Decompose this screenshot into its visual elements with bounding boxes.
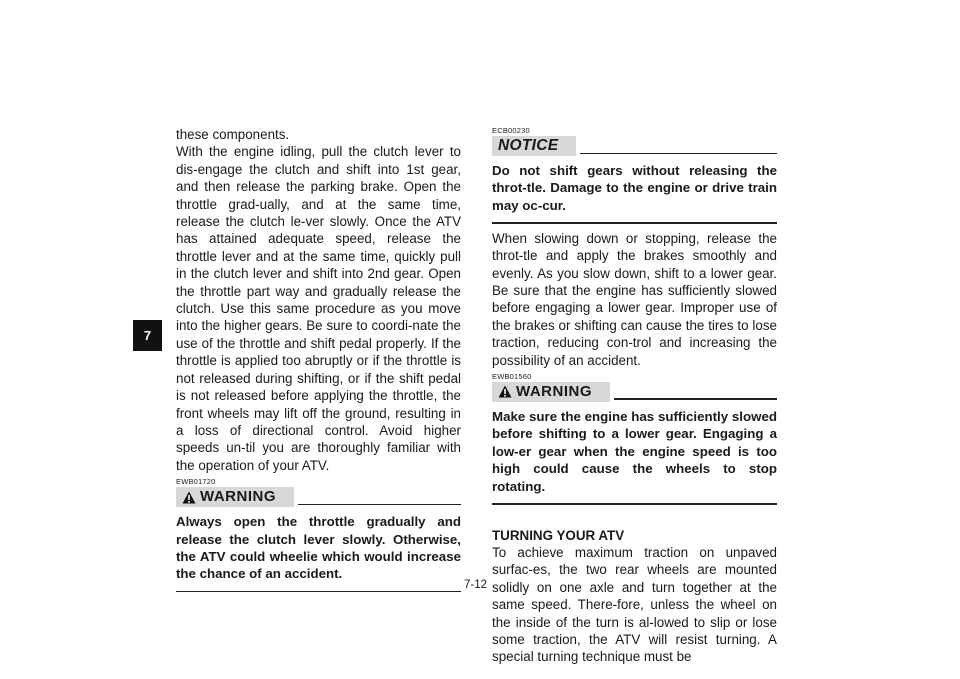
- right-paragraph-turning: To achieve maximum traction on unpaved surfac-es, the two rear wheels are mounted solidly on one axle and turn together at the same speed. There-fore, unless the wheel on the inside of the turn is al-lowed to slip or lose some traction, the ATV will resist turning. A special turning technique must be: [492, 544, 777, 665]
- notice-label: NOTICE: [498, 137, 559, 155]
- right-paragraph-slowing: When slowing down or stopping, release the throt-tle and apply the brakes smoothly and evenly. As you slow down, shift to a lower gear. Be sure that the engine has sufficiently slowed before engaging a lower gear. Improper use of the brakes or shifting can cause the tires to lose traction, reducing con-trol and increasing the possibility of an accident.: [492, 230, 777, 368]
- section-heading-turning: TURNING YOUR ATV: [492, 527, 625, 543]
- warning-code-right: EWB01560: [492, 371, 532, 381]
- warning-triangle-icon: [182, 491, 196, 504]
- notice-text: Do not shift gears without releasing the throt-tle. Damage to the engine or drive train may oc-cur.: [492, 163, 777, 213]
- warning-header: [176, 487, 461, 507]
- warning-code: EWB01720: [176, 477, 216, 487]
- notice-label-box: [492, 136, 576, 156]
- left-paragraph-intro: these components.: [176, 127, 290, 142]
- warning-text: Always open the throttle gradually and release the clutch lever slowly. Otherwise, the ATV could wheelie which would increase the chance of an accident.: [176, 514, 461, 582]
- warning-bottom-rule: [176, 591, 461, 593]
- chapter-tab[interactable]: 7: [133, 320, 162, 351]
- notice-header: [492, 136, 777, 156]
- warning-header-rule: [298, 504, 461, 506]
- warning-label-box-right: [492, 382, 610, 402]
- notice-code: ECB00230: [492, 126, 530, 135]
- warning-header-right: [492, 382, 777, 402]
- warning-triangle-icon: [498, 385, 512, 398]
- left-column: [176, 126, 461, 592]
- warning-bottom-rule-right: [492, 503, 777, 505]
- warning-header-rule-right: [614, 398, 777, 400]
- notice-bottom-rule: [492, 222, 777, 224]
- right-column: [492, 126, 777, 666]
- warning-text-right: Make sure the engine has sufficiently slowed before shifting to a lower gear. Engaging a low-er gear when the engine speed is too high could cause the wheels to stop rotating.: [492, 408, 777, 494]
- warning-label: WARNING: [200, 488, 276, 506]
- notice-header-rule: [580, 153, 777, 155]
- warning-label-right: WARNING: [516, 383, 592, 401]
- warning-label-box: [176, 487, 294, 507]
- left-paragraph-shifting: With the engine idling, pull the clutch lever to dis-engage the clutch and shift into 1st gear, and then release the parking brake. Open the throttle grad-ually, and at the same time, release the clutch le-ver slowly. Once the ATV has attained adequate speed, release the throttle lever and at the same time, quickly pull in the clutch lever and shift into 2nd gear. Open the throttle part way and gradually release the clutch. Use this same procedure as you move into the higher gears. Be sure to coordi-nate the use of the throttle and shift pedal properly. If the throttle is applied too abruptly or if the throttle is not released during shifting, or if the shift pedal is not released before applying the throttle, the front wheels may lift off the ground, resulting in a loss of directional control. Avoid higher speeds un-til you are thoroughly familiar with the operation of your ATV.: [176, 144, 461, 473]
- page-number: 7-12: [464, 579, 488, 591]
